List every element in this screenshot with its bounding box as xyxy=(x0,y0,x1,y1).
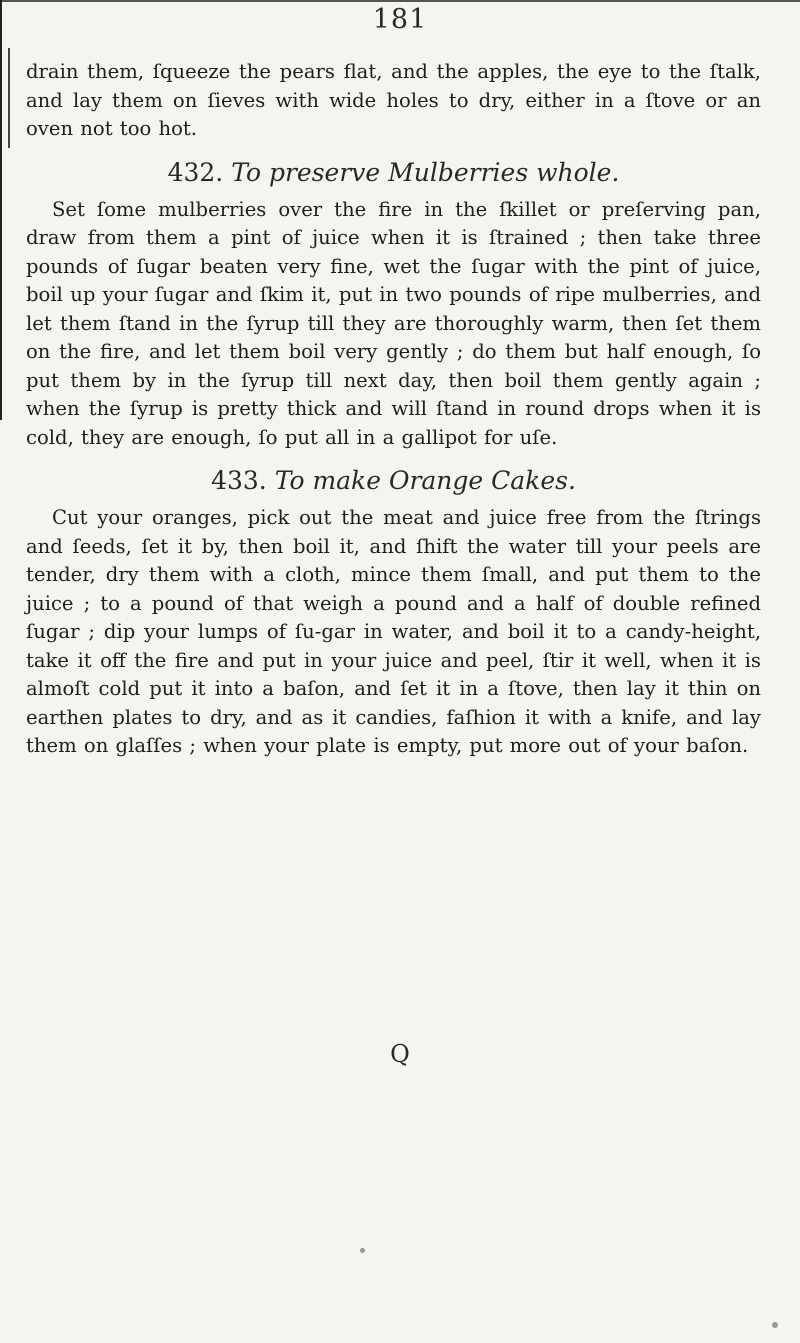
recipe-heading-432 xyxy=(26,158,761,188)
recipe-title: To preserve Mulberries whole. xyxy=(231,157,620,187)
top-rule xyxy=(0,0,800,2)
paper-speck xyxy=(360,1248,365,1253)
page-content xyxy=(26,58,761,761)
recipe-body-433: Cut your oranges, pick out the meat and juice free from the ſtrings and ſeeds, ſet it by, then boil it, and ſhift the water till your peels are tender, dry them with a cloth, mince them ſmall, and put them to the juice ; to a pound of that weigh a pound and a half of double refined ſugar ; dip your lumps of ſu-gar in water, and boil it to a candy-height, take it off the fire and put in your juice and peel, ſtir it well, when it is almoſt cold put it into a baſon, and ſet it in a ſtove, then lay it thin on earthen plates to dry, and as it candies, faſhion it with a knife, and lay them on glaſſes ; when your plate is empty, put more out of your baſon. xyxy=(26,506,761,757)
recipe-body-432: Set ſome mulberries over the fire in the ſkillet or preſerving pan, draw from them a pint of juice when it is ſtrained ; then take three pounds of ſugar beaten very fine, wet the ſugar with the pint of juice, boil up your ſugar and ſkim it, put in two pounds of ripe mulberries, and let them ſtand in the ſyrup till they are thoroughly warm, then ſet them on the fire, and let them boil very gently ; do them but half enough, ſo put them by in the ſyrup till next day, then boil them gently again ; when the ſyrup is pretty thick and will ſtand in round drops when it is cold, they are enough, ſo put all in a gallipot for uſe. xyxy=(26,197,761,449)
recipe-title: To make Orange Cakes. xyxy=(274,466,576,495)
binding-edge-mark xyxy=(8,48,10,148)
intro-paragraph: drain them, ſqueeze the pears flat, and the apples, the eye to the ſtalk, and lay them on ſieves with wide holes to dry, either in a ſtove or an oven not too hot. xyxy=(26,60,761,140)
binding-edge xyxy=(0,0,4,420)
recipe-number: 433. xyxy=(211,466,267,495)
page-number: 181 xyxy=(372,4,428,35)
recipe-number: 432. xyxy=(167,157,224,187)
paper-speck xyxy=(772,1322,778,1328)
signature-mark: Q xyxy=(390,1040,410,1068)
recipe-heading-433 xyxy=(26,466,761,496)
